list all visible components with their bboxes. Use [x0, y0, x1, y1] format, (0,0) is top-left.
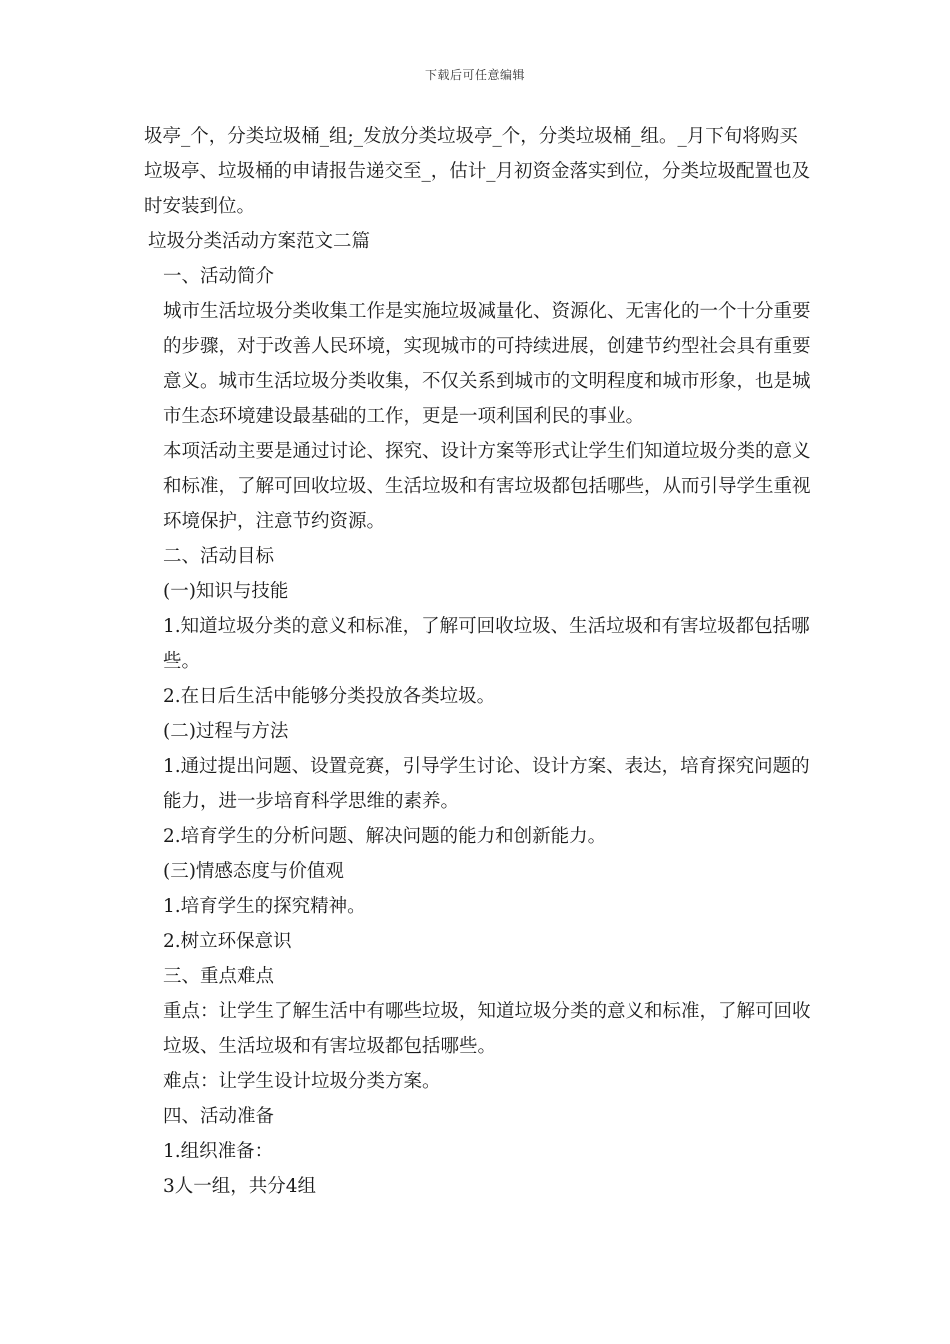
paragraph	[144, 119, 814, 224]
paragraph	[144, 1169, 814, 1204]
paragraph	[144, 1064, 814, 1099]
heading-activity-goals	[144, 539, 814, 574]
heading-preparation	[144, 1099, 814, 1134]
paragraph-text: 3人一组，共分4组	[163, 1176, 317, 1197]
paragraph-text: 二、活动目标	[163, 546, 275, 567]
section-title	[144, 224, 814, 259]
list-item	[144, 679, 814, 714]
paragraph-text: 一、活动简介	[163, 266, 275, 287]
paragraph-text: (一)知识与技能	[163, 581, 289, 602]
paragraph-text: 三、重点难点	[163, 966, 275, 987]
paragraph	[144, 294, 814, 434]
list-item	[144, 889, 814, 924]
heading-activity-intro	[144, 259, 814, 294]
subheading	[144, 854, 814, 889]
list-item	[144, 924, 814, 959]
list-item	[144, 1134, 814, 1169]
paragraph-text: 本项活动主要是通过讨论、探究、设计方案等形式让学生们知道垃圾分类的意义和标准，了解可回收垃圾、生活垃圾和有害垃圾都包括哪些，从而引导学生重视环境保护，注意节约资源。	[163, 441, 811, 532]
paragraph-text: 重点：让学生了解生活中有哪些垃圾，知道垃圾分类的意义和标准，了解可回收垃圾、生活垃圾和有害垃圾都包括哪些。	[163, 1001, 811, 1057]
paragraph	[144, 434, 814, 539]
heading-key-points	[144, 959, 814, 994]
list-item	[144, 609, 814, 679]
subheading	[144, 574, 814, 609]
paragraph-text: 圾亭_个，分类垃圾桶_组;_发放分类垃圾亭_个，分类垃圾桶_组。_月下旬将购买垃圾亭、垃圾桶的申请报告递交至_，估计_月初资金落实到位，分类垃圾配置也及时安装到位。	[144, 126, 811, 217]
paragraph-text: 2.树立环保意识	[163, 931, 292, 952]
page-header: 下载后可任意编辑	[424, 68, 525, 82]
paragraph-text: 1.知道垃圾分类的意义和标准，了解可回收垃圾、生活垃圾和有害垃圾都包括哪些。	[163, 616, 810, 672]
paragraph-text: 城市生活垃圾分类收集工作是实施垃圾减量化、资源化、无害化的一个十分重要的步骤，对于改善人民环境，实现城市的可持续进展，创建节约型社会具有重要意义。城市生活垃圾分类收集，不仅关系到城市的文明程度和城市形象，也是城市生态环境建设最基础的工作，更是一项利国利民的事业。	[163, 301, 811, 427]
paragraph-text: 垃圾分类活动方案范文二篇	[148, 231, 371, 252]
paragraph-text: 2.培育学生的分析问题、解决问题的能力和创新能力。	[163, 826, 607, 847]
paragraph-text: 1.组织准备：	[163, 1141, 274, 1162]
paragraph-text: 难点：让学生设计垃圾分类方案。	[163, 1071, 441, 1092]
paragraph-text: 四、活动准备	[163, 1106, 275, 1127]
paragraph-text: 1.通过提出问题、设置竞赛，引导学生讨论、设计方案、表达，培育探究问题的能力，进一步培育科学思维的素养。	[163, 756, 810, 812]
paragraph-text: (二)过程与方法	[163, 721, 289, 742]
paragraph-text: 1.培育学生的探究精神。	[163, 896, 366, 917]
list-item	[144, 819, 814, 854]
paragraph-text: (三)情感态度与价值观	[163, 861, 344, 882]
list-item	[144, 749, 814, 819]
document-body	[144, 119, 814, 1204]
subheading	[144, 714, 814, 749]
paragraph	[144, 994, 814, 1064]
paragraph-text: 2.在日后生活中能够分类投放各类垃圾。	[163, 686, 496, 707]
